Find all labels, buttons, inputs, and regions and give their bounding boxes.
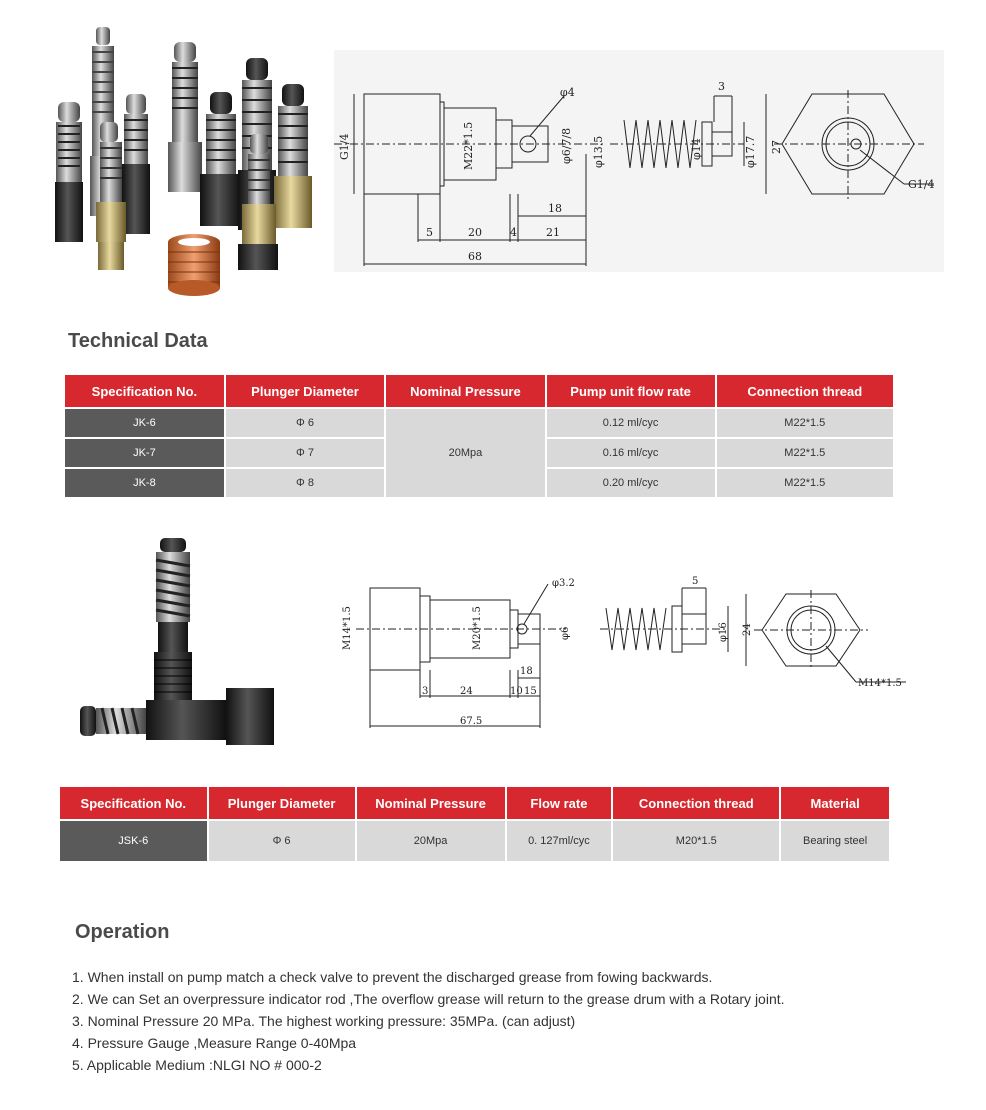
dim-label-14: 4 xyxy=(510,226,517,239)
cell-material: Bearing steel xyxy=(781,819,889,861)
dim-label-16: 68 xyxy=(468,250,482,263)
dim-label-1: G1/4 xyxy=(338,133,351,160)
list-item: 1. When install on pump match a check valve to prevent the discharged grease from fowing backwards. xyxy=(72,969,713,985)
dim-label-6: φ14 xyxy=(690,138,703,160)
col-header-spec: Specification No. xyxy=(60,787,209,819)
cell-thread: M20*1.5 xyxy=(613,819,781,861)
technical-data-title: Technical Data xyxy=(68,330,208,352)
cell-spec: JK-7 xyxy=(65,437,226,467)
technical-drawing-jsk6 xyxy=(336,570,916,740)
col-header-pressure: Nominal Pressure xyxy=(386,375,546,407)
table-row xyxy=(65,407,893,437)
dim-label-5: φ13.5 xyxy=(592,135,605,168)
dim-label-11: 24 xyxy=(460,686,473,697)
plunger-photo-1 xyxy=(55,102,83,242)
dim-label-3: φ4 xyxy=(560,86,575,99)
cell-flow: 0.12 ml/cyc xyxy=(547,407,717,437)
product-photo-plungers xyxy=(52,22,322,302)
operation-list xyxy=(72,966,785,1076)
dim-label-9: 27 xyxy=(770,140,783,154)
cell-diameter: Φ 6 xyxy=(226,407,386,437)
col-header-material: Material xyxy=(781,787,889,819)
dim-label-12: 5 xyxy=(426,226,433,239)
dim-label-4: φ6 xyxy=(560,626,571,640)
technical-drawing-jk xyxy=(334,50,944,272)
dim-label-12: 10 xyxy=(510,686,523,697)
plunger-photo-3 xyxy=(122,94,150,234)
plunger-photo-4 xyxy=(168,42,202,192)
col-header-spec: Specification No. xyxy=(65,375,226,407)
dim-label-8: M14*1.5 xyxy=(858,678,902,689)
cell-flow: 0.16 ml/cyc xyxy=(547,437,717,467)
dim-label-13: 15 xyxy=(524,686,537,697)
cell-diameter: Φ 7 xyxy=(226,437,386,467)
product-photo-jsk6 xyxy=(72,530,282,745)
cell-pressure: 20Mpa xyxy=(386,407,546,497)
cell-spec: JK-8 xyxy=(65,467,226,497)
cell-thread: M22*1.5 xyxy=(717,437,893,467)
col-header-flow: Pump unit flow rate xyxy=(547,375,717,407)
jsk-spec-table xyxy=(60,787,889,861)
col-header-diameter: Plunger Diameter xyxy=(209,787,357,819)
list-item: 3. Nominal Pressure 20 MPa. The highest working pressure: 35MPa. (can adjust) xyxy=(72,1013,576,1029)
dim-label-4: φ6/7/8 xyxy=(560,127,573,164)
cell-pressure: 20Mpa xyxy=(357,819,507,861)
list-item: 5. Applicable Medium :NLGI NO # 000-2 xyxy=(72,1057,322,1073)
dim-label-7: 24 xyxy=(742,623,753,636)
table-header-row xyxy=(65,375,893,407)
copper-washers xyxy=(168,234,220,296)
dim-label-14: 67.5 xyxy=(460,716,483,727)
table-row xyxy=(60,819,889,861)
col-header-diameter: Plunger Diameter xyxy=(226,375,386,407)
dim-label-3: φ3.2 xyxy=(552,578,575,589)
plunger-photo-5 xyxy=(96,122,126,270)
cell-flow: 0.20 ml/cyc xyxy=(547,467,717,497)
dim-label-1: M14*1.5 xyxy=(342,606,353,650)
cell-flow: 0. 127ml/cyc xyxy=(507,819,614,861)
col-header-thread: Connection thread xyxy=(613,787,781,819)
dim-label-11: 18 xyxy=(548,202,562,215)
cell-spec: JK-6 xyxy=(65,407,226,437)
dim-label-15: 21 xyxy=(546,226,560,239)
cell-diameter: Φ 6 xyxy=(209,819,357,861)
cell-diameter: Φ 8 xyxy=(226,467,386,497)
operation-title: Operation xyxy=(75,921,170,943)
dim-label-10: G1/4 xyxy=(908,178,935,191)
table-header-row xyxy=(60,787,889,819)
jsk6-upright-unit xyxy=(154,538,192,712)
dim-label-9: 18 xyxy=(520,666,533,677)
cell-thread: M22*1.5 xyxy=(717,407,893,437)
dim-label-5: 5 xyxy=(692,576,699,587)
technical-data-table xyxy=(65,375,893,497)
col-header-pressure: Nominal Pressure xyxy=(357,787,507,819)
dim-label-2: M22*1.5 xyxy=(462,121,475,170)
dim-label-7: 3 xyxy=(718,80,725,93)
dim-label-10: 3 xyxy=(422,686,429,697)
dim-label-2: M20*1.5 xyxy=(472,606,483,650)
col-header-flow: Flow rate xyxy=(507,787,614,819)
plunger-photo-6 xyxy=(200,92,240,226)
list-item: 4. Pressure Gauge ,Measure Range 0-40Mpa xyxy=(72,1035,357,1051)
dim-label-8: φ17.7 xyxy=(744,135,757,168)
dim-label-13: 20 xyxy=(468,226,482,239)
plunger-photo-8 xyxy=(274,84,312,228)
col-header-thread: Connection thread xyxy=(717,375,893,407)
list-item: 2. We can Set an overpressure indicator rod ,The overflow grease will return to the grease drum with a Rotary joint. xyxy=(72,991,785,1007)
cell-spec: JSK-6 xyxy=(60,819,209,861)
cell-thread: M22*1.5 xyxy=(717,467,893,497)
dim-label-6: φ16 xyxy=(718,622,729,642)
